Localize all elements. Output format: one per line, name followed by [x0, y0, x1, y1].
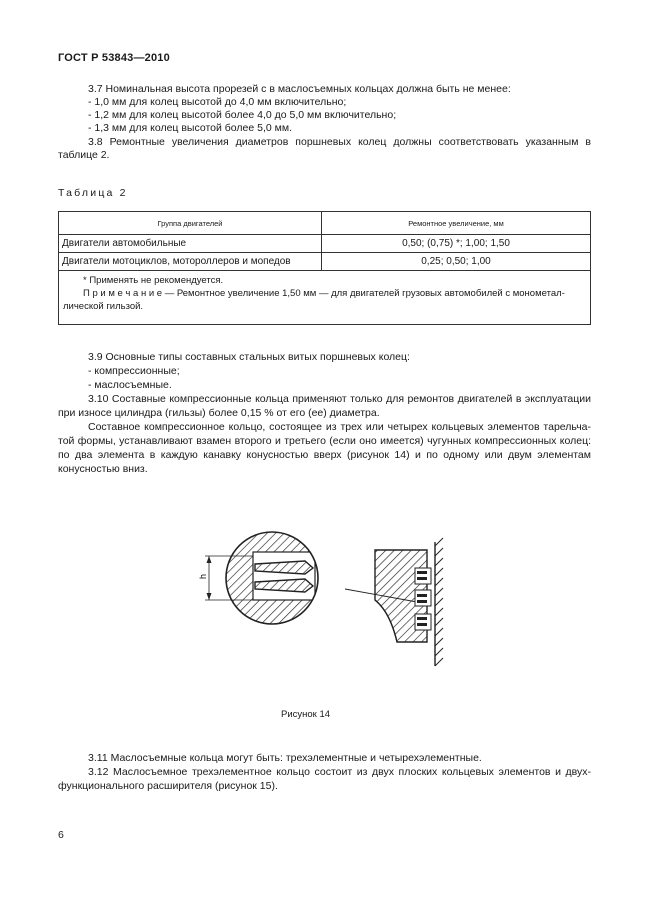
table-row	[59, 253, 591, 271]
clause-3-11: 3.11 Маслосъемные кольца могут быть: трехэлементные и четырехэлементные.	[88, 752, 482, 764]
table-cell: 0,25; 0,50; 1,00	[322, 253, 591, 271]
magnified-detail-circle	[220, 528, 325, 628]
table-cell: 0,50; (0,75) *; 1,00; 1,50	[322, 235, 591, 253]
height-dimension-label: h	[198, 573, 208, 579]
clause-3-10-line: 3.10 Составные компрессионные кольца применяют только для ремонтов двигателей в эксплуатации	[88, 393, 591, 405]
table-caption: Таблица 2	[58, 187, 128, 199]
table-header-cell: Ремонтное увеличение, мм	[322, 212, 591, 235]
clause-3-12-line: функционального расширителя (рисунок 15).	[58, 780, 278, 792]
clause-3-7-item: - 1,3 мм для колец высотой более 5,0 мм.	[88, 122, 292, 134]
table-note	[63, 287, 586, 300]
table-cell: Двигатели автомобильные	[59, 235, 322, 253]
figure-caption: Рисунок 14	[281, 709, 331, 720]
clause-3-8-line: таблице 2.	[58, 149, 110, 161]
clause-3-7-item: - 1,0 мм для колец высотой до 4,0 мм включительно;	[88, 96, 347, 108]
table-header-cell: Группа двигателей	[59, 212, 322, 235]
clause-3-10-line: по два элемента в каждую канавку конусностью вверх (рисунок 14) и по одному или двум элементам	[58, 449, 591, 461]
clause-3-10-line: при износе цилиндра (гильзы) более 0,15 % от его (ее) диаметра.	[58, 407, 380, 419]
clause-3-8-line: 3.8 Ремонтные увеличения диаметров поршневых колец должны соответствовать указанным в	[88, 136, 591, 148]
table-note-continuation: лической гильзой.	[63, 301, 144, 312]
table-cell: Двигатели мотоциклов, мотороллеров и мопедов	[59, 253, 322, 271]
piston-cross-section	[375, 550, 431, 642]
clause-3-7-intro: 3.7 Номинальная высота прорезей с в маслосъемных кольцах должна быть не менее:	[88, 83, 511, 95]
clause-3-10-line: конусностью вниз.	[58, 463, 148, 475]
clause-3-9-intro: 3.9 Основные типы составных стальных витых поршневых колец:	[88, 351, 410, 363]
table-note-text: — Ремонтное увеличение 1,50 мм — для двигателей грузовых автомобилей с монометал-	[162, 288, 565, 299]
clause-3-9-item: - компрессионные;	[88, 365, 180, 377]
page-number: 6	[58, 829, 64, 841]
clause-3-10-line: той формы, устанавливают взамен второго и третьего (если оно имеется) чугунных компрессионных колец:	[58, 435, 591, 447]
table-footnote: * Применять не рекомендуется.	[83, 275, 224, 286]
table-note-label: П р и м е ч а н и е	[83, 288, 163, 299]
table-row	[59, 235, 591, 253]
table-notes-row	[59, 271, 591, 325]
clause-3-10-line: Составное компрессионное кольцо, состоящее из трех или четырех кольцевых элементов тарельча-	[88, 421, 591, 433]
table-header-row	[59, 212, 591, 235]
clause-3-12-line: 3.12 Маслосъемное трехэлементное кольцо состоит из двух плоских кольцевых элементов и двух-	[88, 766, 591, 778]
clause-3-9-item: - маслосъемные.	[88, 379, 172, 391]
clause-3-7-item: - 1,2 мм для колец высотой более 4,0 до 5,0 мм включительно;	[88, 109, 397, 121]
cylinder-wall	[435, 538, 443, 666]
figure-14-drawing	[195, 520, 460, 670]
repair-sizes-table	[58, 211, 591, 325]
standard-header: ГОСТ Р 53843—2010	[58, 52, 170, 64]
table-notes-cell	[59, 271, 591, 325]
